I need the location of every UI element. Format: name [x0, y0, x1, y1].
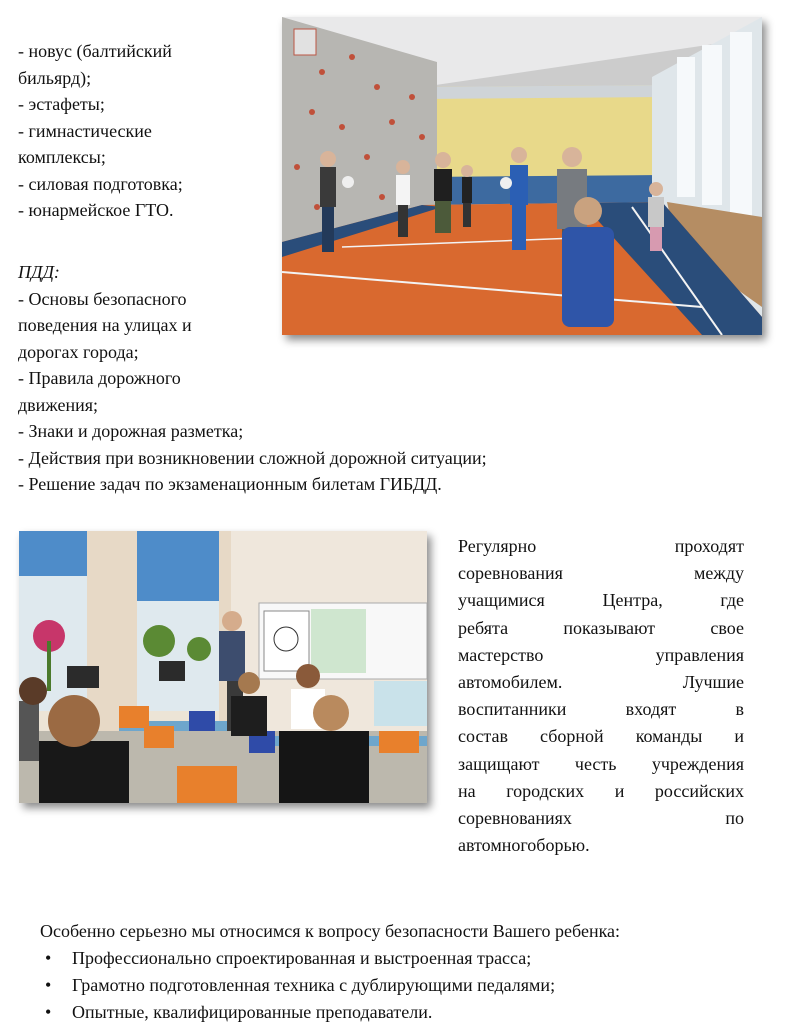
- gym-photo: [282, 17, 762, 335]
- paragraph-line: на городских и российских: [458, 780, 744, 801]
- classroom-photo: [19, 531, 427, 803]
- bullet-icon: •: [45, 1002, 52, 1022]
- paragraph-line: воспитанники входят в: [458, 699, 744, 720]
- list-item: - юнармейское ГТО.: [18, 200, 174, 220]
- list-item: [40, 999, 780, 1026]
- pdd-section: [18, 259, 487, 498]
- list-item: - гимнастические: [18, 120, 152, 141]
- paragraph-line: автомногоборью.: [458, 835, 590, 856]
- bullet-text: Опытные, квалифицированные преподаватели.: [72, 1002, 433, 1022]
- paragraph-line: ребята показывают свое: [458, 617, 744, 638]
- pdd-heading: ПДД:: [18, 262, 60, 282]
- list-item: бильярд);: [18, 67, 92, 88]
- paragraph-line: состав сборной команды и: [458, 726, 744, 747]
- list-item: - эстафеты;: [18, 94, 105, 114]
- bullet-text: Профессионально спроектированная и выстроенная трасса;: [72, 948, 532, 968]
- paragraph-line: соревнования между: [458, 563, 744, 584]
- bullet-icon: •: [45, 948, 52, 968]
- list-item: - Знаки и дорожная разметка;: [18, 421, 244, 441]
- list-item: дорогах города;: [18, 341, 139, 362]
- list-item: - Правила дорожного: [18, 368, 181, 388]
- paragraph-line: мастерство управления: [458, 644, 744, 665]
- paragraph-line: учащимися Центра, где: [458, 590, 744, 611]
- classroom-illustration: [19, 531, 427, 803]
- list-item: - новус (балтийский: [18, 41, 172, 61]
- competitions-paragraph: [458, 533, 744, 859]
- safety-intro: Особенно серьезно мы относимся к вопросу безопасности Вашего ребенка:: [40, 921, 621, 941]
- gym-illustration: [282, 17, 762, 335]
- list-item: [40, 945, 780, 972]
- bullet-text: Грамотно подготовленная техника с дублирующими педалями;: [72, 975, 556, 995]
- safety-bullets: [40, 945, 780, 1026]
- bullet-icon: •: [45, 975, 52, 995]
- list-item: [40, 972, 780, 999]
- list-item: - силовая подготовка;: [18, 173, 183, 194]
- list-item: движения;: [18, 394, 99, 415]
- paragraph-line: Регулярно проходят: [458, 536, 744, 556]
- sports-list: [18, 38, 273, 224]
- list-item: - Решение задач по экзаменационным билетам ГИБДД.: [18, 474, 442, 494]
- paragraph-line: автомобилем. Лучшие: [458, 671, 744, 692]
- list-item: - Действия при возникновении сложной дорожной ситуации;: [18, 447, 487, 468]
- paragraph-line: соревнованиях по: [458, 807, 744, 828]
- safety-section: [40, 918, 780, 1026]
- list-item: комплексы;: [18, 147, 106, 167]
- list-item: поведения на улицах и: [18, 315, 192, 335]
- paragraph-line: защищают честь учреждения: [458, 753, 744, 774]
- list-item: - Основы безопасного: [18, 288, 187, 309]
